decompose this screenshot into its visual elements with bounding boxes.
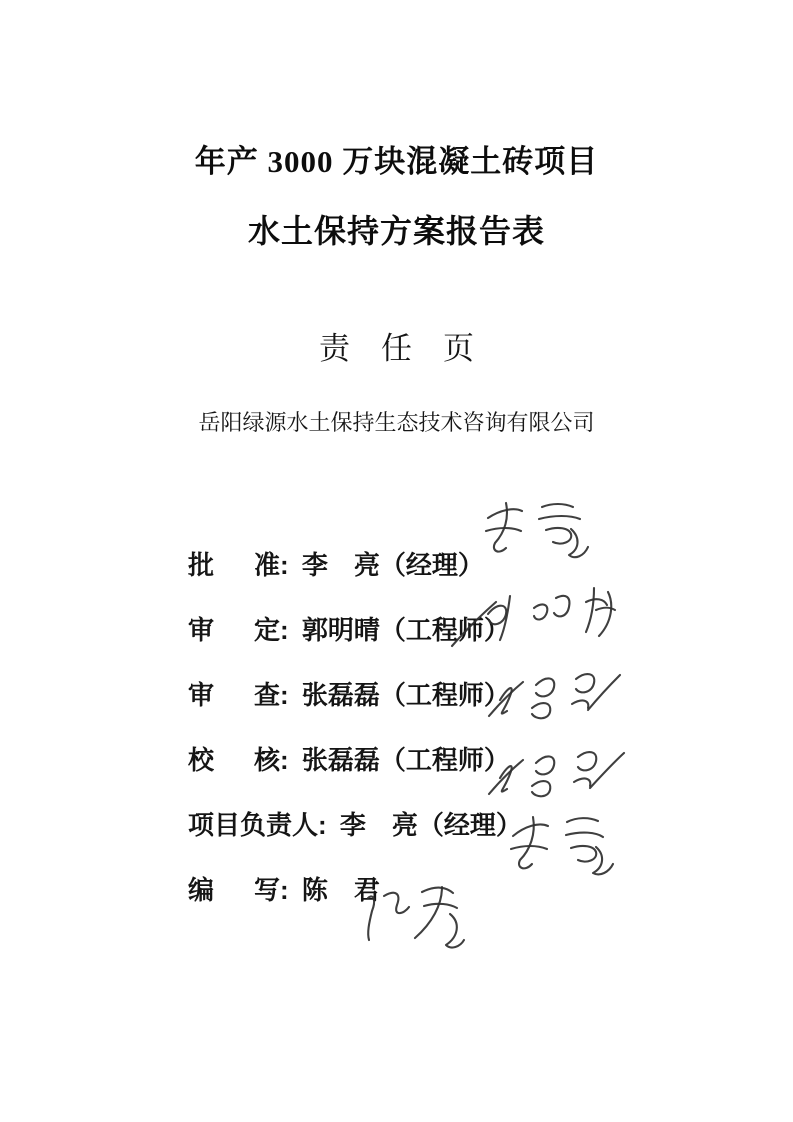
signature-li-liang-approver (476, 498, 598, 564)
signature-zhang-leilei-checker (482, 734, 628, 808)
role-label: 校核 (188, 745, 280, 775)
signature-li-liang-project-leader (503, 808, 621, 882)
responsibility-line-project-leader (188, 811, 522, 839)
signature-guo-mingqing-ratifier (448, 578, 628, 652)
person-name: 李 亮（经理） (301, 550, 484, 580)
role-label: 审查 (188, 680, 280, 710)
responsibility-line-checker (188, 746, 522, 774)
label-separator: : (280, 615, 296, 645)
company-name: 岳阳绿源水土保持生态技术咨询有限公司 (198, 410, 595, 435)
label-separator: : (280, 550, 296, 580)
document-title-line1: 年产 3000 万块混凝土砖项目 (194, 144, 599, 179)
label-separator: : (280, 745, 296, 775)
signature-chen-jun-author (358, 878, 486, 954)
label-separator: : (280, 875, 296, 905)
person-name: 张磊磊（工程师） (301, 745, 510, 775)
person-name: 李 亮（经理） (339, 810, 522, 840)
person-name: 张磊磊（工程师） (301, 680, 510, 710)
role-label: 项目负责人 (188, 810, 319, 840)
document-title-line2: 水土保持方案报告表 (247, 213, 545, 249)
role-label: 编写 (188, 875, 280, 905)
label-separator: : (280, 680, 296, 710)
person-name: 陈 君 (301, 875, 380, 905)
signature-zhang-leilei-examiner (482, 658, 624, 732)
responsibility-line-examiner (188, 681, 522, 709)
role-label: 批准 (188, 550, 280, 580)
responsibility-line-approver (188, 551, 522, 579)
label-separator: : (318, 810, 334, 840)
person-name: 郭明晴（工程师） (301, 615, 510, 645)
role-label: 审定 (188, 615, 280, 645)
section-heading: 责 任 页 (319, 331, 474, 366)
